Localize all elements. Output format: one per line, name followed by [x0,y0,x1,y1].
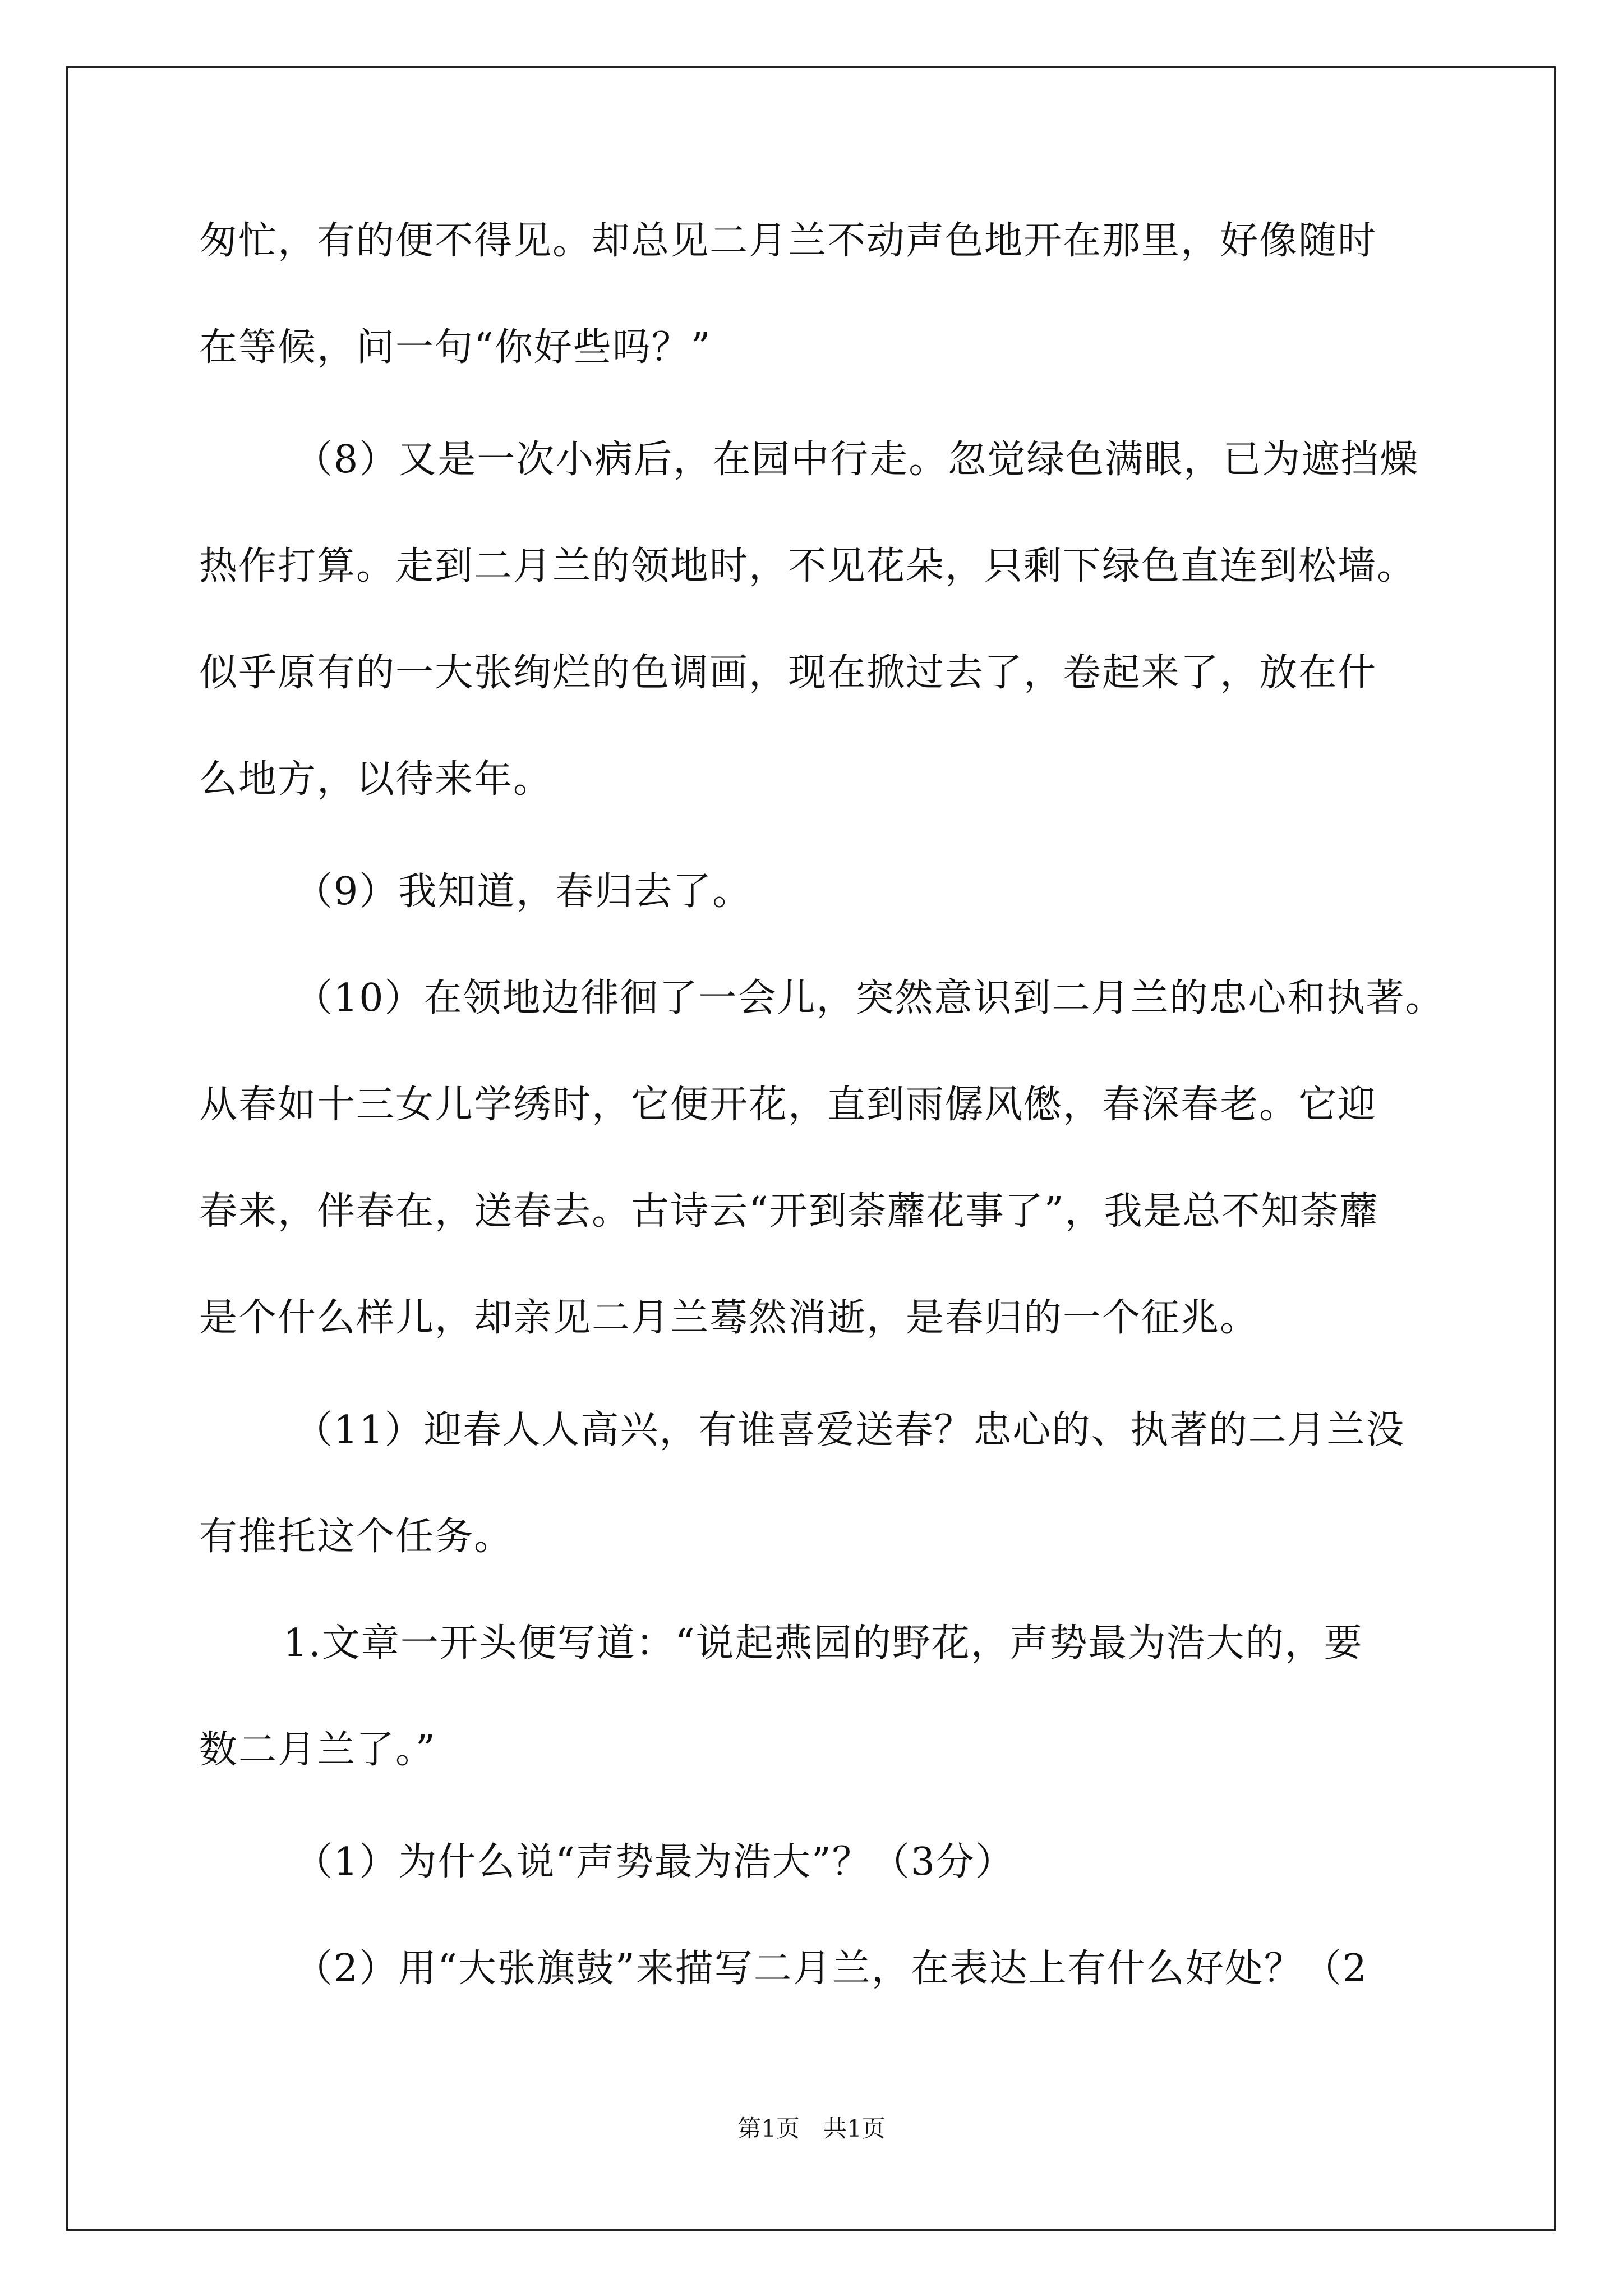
paragraph-11-start: （11）迎春人人高兴，有谁喜爱送春？忠心的、执著的二月兰没 [294,1408,1405,1452]
text-line: 匆忙，有的便不得见。却总见二月兰不动声色地开在那里，好像随时 [199,219,1377,263]
paragraph-9: （9）我知道，春归去了。 [294,869,752,914]
question-1-part-1: （1）为什么说“声势最为浩大”？（3分） [294,1840,1015,1884]
text-line: 似乎原有的一大张绚烂的色调画，现在掀过去了，卷起来了，放在什 [199,651,1377,695]
page-border [66,66,1556,2231]
text-line: 有推托这个任务。 [199,1515,514,1559]
text-line: 热作打算。走到二月兰的领地时，不见花朵，只剩下绿色直连到松墙。 [199,544,1417,588]
text-line: 春来，伴春在，送春去。古诗云“开到荼蘼花事了”，我是总不知荼蘼 [199,1189,1379,1234]
text-line: 是个什么样儿，却亲见二月兰蓦然消逝，是春归的一个征兆。 [199,1296,1260,1340]
paragraph-8-start: （8）又是一次小病后，在园中行走。忽觉绿色满眼，已为遮挡燥 [294,438,1419,482]
text-line: 从春如十三女儿学绣时，它便开花，直到雨僝风僽，春深春老。它迎 [199,1083,1377,1127]
page-number-footer: 第1页 共1页 [737,2115,886,2142]
question-1-start: 1.文章一开头便写道：“说起燕园的野花，声势最为浩大的，要 [283,1621,1363,1665]
paragraph-10-start: （10）在领地边徘徊了一会儿，突然意识到二月兰的忠心和执著。 [294,976,1445,1020]
text-line: 数二月兰了。” [199,1728,436,1772]
text-line: 在等候，问一句“你好些吗？” [199,325,712,370]
text-line: 么地方，以待来年。 [199,757,553,802]
question-1-part-2: （2）用“大张旗鼓”来描写二月兰，在表达上有什么好处？（2 [294,1947,1368,1991]
